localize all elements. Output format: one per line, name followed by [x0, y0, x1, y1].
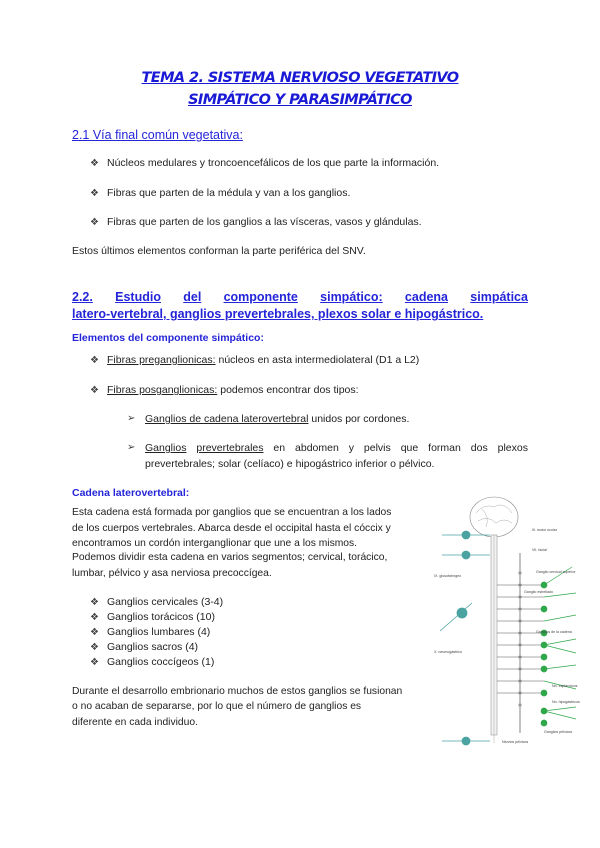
section-1-bullet-2: Fibras que parten de la médula y van a los ganglios.	[107, 187, 351, 199]
bullet-icon: ❖	[90, 612, 99, 623]
section-2-subheading: Elementos del componente simpático:	[72, 332, 264, 344]
label-ganglios-cadena: Ganglios de la cadena	[536, 630, 572, 634]
label-ix-glosofaringeo: IX. glosofaríngeo	[434, 574, 462, 578]
label-iii-motor-ocular: III. motor ocular	[532, 528, 557, 532]
arrow-bullet-icon: ➢	[127, 442, 136, 453]
bullet-icon: ❖	[90, 642, 99, 653]
bullet-icon: ❖	[90, 355, 99, 366]
brain-illustration	[470, 497, 518, 537]
bullet-icon: ❖	[90, 217, 99, 228]
section-3-para-1-line-2: de los cuerpos vertebrales. Abarca desde el occipital hasta el cóccix y	[72, 523, 391, 534]
label-ganglios-pelvicos: Ganglios pélvicos	[544, 730, 573, 734]
section-1-bullet-1: Núcleos medulares y troncoencefálicos de los que parte la información.	[107, 157, 440, 169]
ganglia-item-1: Ganglios cervicales (3-4)	[107, 596, 224, 608]
document-title-line-1: TEMA 2. SISTEMA NERVIOSO VEGETATIVO	[141, 70, 459, 86]
section-1-heading: 2.1 Vía final común vegetativa:	[72, 128, 243, 142]
cranial-outputs	[440, 531, 490, 745]
label-vii-facial: VII. facial	[532, 548, 547, 552]
section-2-subitem-1: Ganglios de cadena laterovertebral unidos por cordones.	[145, 413, 410, 425]
label-x-neumogastrico: X. neumogástrico	[434, 650, 462, 654]
section-2-heading-line-1: 2.2. Estudio del componente simpático: cadena simpática	[72, 290, 528, 304]
ganglia-item-5: Ganglios coccígeos (1)	[107, 656, 215, 668]
ganglia-item-3: Ganglios lumbares (4)	[107, 626, 211, 638]
ganglia-item-4: Ganglios sacros (4)	[107, 641, 199, 653]
section-3-para-1-line-3: encontramos un cordón interganglionar que une a los mismos.	[72, 538, 358, 549]
ganglia-item-2: Ganglios torácicos (10)	[107, 611, 215, 623]
section-2-subitem-2-line-1: Ganglios prevertebrales en abdomen y pelvis que forman dos plexos	[145, 442, 528, 454]
section-3-para-1-line-4: Podemos dividir esta cadena en varios segmentos; cervical, torácico,	[72, 552, 388, 563]
section-3-para-1-line-5: lumbar, pélvico y asa nerviosa precoccígea.	[72, 568, 272, 579]
bullet-icon: ❖	[90, 627, 99, 638]
section-2-subitem-2-line-2: prevertebrales; solar (celíaco) e hipogástrico inferior o pélvico.	[145, 458, 435, 470]
arrow-bullet-icon: ➢	[127, 413, 136, 424]
section-1-closing: Estos últimos elementos conforman la parte periférica del SNV.	[72, 245, 366, 257]
label-ganglio-cervical-superior: Ganglio cervical superior	[536, 570, 576, 574]
section-2-heading-line-2: latero-vertebral, ganglios prevertebrales, plexos solar e hipogástrico.	[72, 307, 484, 321]
bullet-icon: ❖	[90, 385, 99, 396]
label-nn-hipogastricos: Nn. hipogástricos	[552, 700, 580, 704]
section-3-para-2-line-2: o no acaban de separarse, por lo que el número de ganglios es	[72, 701, 362, 712]
label-nervios-pelvicos: Nervios pélvicos	[502, 740, 529, 744]
bullet-icon: ❖	[90, 158, 99, 169]
section-1-bullet-3: Fibras que parten de los ganglios a las vísceras, vasos y glándulas.	[107, 216, 422, 228]
bullet-icon: ❖	[90, 188, 99, 199]
section-3-para-1-line-1: Esta cadena está formada por ganglios que se encuentran a los lados	[72, 507, 392, 518]
section-3-para-2-line-3: diferente en cada individuo.	[72, 717, 198, 728]
sympathetic-chain-diagram	[432, 493, 584, 755]
label-nn-esplacnicos: Nn. esplácnicos	[552, 684, 578, 688]
label-ganglio-estrellado: Ganglio estrellado	[524, 590, 553, 594]
rami-connections	[497, 585, 544, 693]
bullet-icon: ❖	[90, 657, 99, 668]
document-title-line-2: SIMPÁTICO Y PARASIMPÁTICO	[188, 92, 412, 108]
section-2-item-2: Fibras posganglionicas: podemos encontrar dos tipos:	[107, 384, 359, 396]
section-3-para-2-line-1: Durante el desarrollo embrionario muchos de estos ganglios se fusionan	[72, 686, 403, 697]
section-2-item-1: Fibras preganglionicas: núcleos en asta intermediolateral (D1 a L2)	[107, 354, 420, 366]
bullet-icon: ❖	[90, 597, 99, 608]
section-3-heading: Cadena laterovertebral:	[72, 487, 190, 499]
